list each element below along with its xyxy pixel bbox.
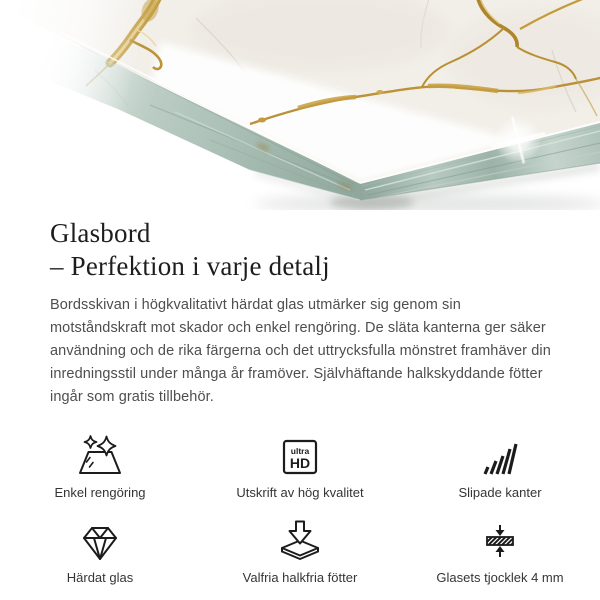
page-title-line1: Glasbord	[50, 218, 151, 248]
svg-text:HD: HD	[289, 455, 311, 471]
svg-text:ultra: ultra	[290, 446, 310, 456]
feature-grid	[0, 433, 600, 585]
feature-glass-thickness	[400, 518, 600, 585]
feature-easy-cleaning	[0, 433, 200, 500]
page-title	[50, 217, 554, 283]
polished-edges-icon	[480, 433, 520, 477]
feature-label: Glasets tjocklek 4 mm	[436, 570, 564, 585]
ultra-hd-icon	[280, 433, 320, 477]
diamond-icon	[80, 518, 120, 562]
glass-table-corner-photo	[0, 0, 600, 210]
product-description-section	[0, 217, 600, 409]
feature-print-quality	[200, 433, 400, 500]
feature-label: Enkel rengöring	[54, 485, 146, 500]
feature-tempered-glass	[0, 518, 200, 585]
feature-label: Härdat glas	[66, 570, 134, 585]
product-hero-image	[0, 0, 600, 210]
feature-label: Slipade kanter	[458, 485, 542, 500]
feature-polished-edges	[400, 433, 600, 500]
feature-label: Utskrift av hög kvalitet	[236, 485, 364, 500]
sparkle-clean-icon	[76, 433, 124, 477]
feature-label: Valfria halkfria fötter	[242, 570, 358, 585]
product-description-text: Bordsskivan i högkvalitativt härdat glas utmärker sig genom sin motståndskraft mot skador och enkel rengöring. De släta kanterna ger säker användning och de rika färgerna och det uttrycksfulla mönstret framhäver din inredningsstil under många år framöver. Självhäftande halkskyddande fötter ingår som gratis tillbehör.	[50, 297, 551, 405]
feature-anti-slip-feet	[200, 518, 400, 585]
anti-slip-feet-icon	[277, 518, 323, 562]
page-title-line2: – Perfektion i varje detalj	[50, 251, 330, 281]
glass-thickness-icon	[482, 518, 518, 562]
